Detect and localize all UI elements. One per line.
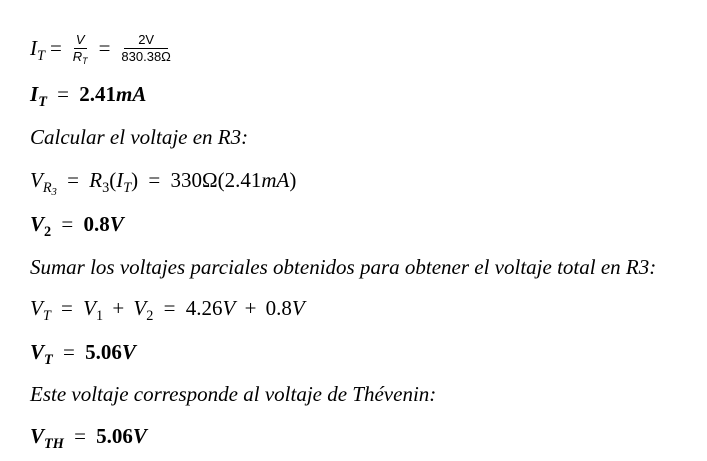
unit: V (291, 296, 305, 320)
equals-sign: = (67, 168, 79, 192)
lhs-variable: $V_{R_3}$ (30, 168, 57, 199)
result-value: 2.41 (79, 82, 116, 106)
instruction-text-r3-voltage: Calcular el voltaje en R3: (30, 125, 249, 149)
current-variable: $I_T$ (116, 168, 132, 196)
v2-variable: $V_2$ (133, 296, 154, 324)
equals-sign: = (98, 35, 111, 60)
v1-variable: $V_1$ (83, 296, 104, 324)
numeric-value: 4.26 (185, 296, 223, 320)
numeric-value: 330Ω(2.41 (170, 168, 262, 192)
fraction-denominator: $R_T$ (72, 48, 88, 66)
equals-sign: = (61, 296, 73, 320)
result-variable: $I_T$ (30, 82, 47, 110)
result-variable: $V_T$ (30, 340, 53, 368)
lhs-variable: $V_T$ (30, 296, 51, 324)
equation-thevenin-voltage-result (30, 424, 147, 452)
unit: V (222, 296, 236, 320)
result-unit: V (109, 212, 124, 236)
result-variable: $V_{TH}$ (30, 424, 64, 452)
equals-sign: = (49, 35, 62, 60)
equation-total-current-result (30, 82, 147, 110)
fraction-numerator: V (75, 31, 85, 47)
result-unit: V (121, 340, 136, 364)
result-unit: V (132, 424, 147, 448)
equation-total-voltage-result (30, 340, 136, 368)
unit: mA (261, 168, 290, 192)
instruction-text-thevenin: Este voltaje corresponde al voltaje de Thévenin: (30, 382, 437, 406)
paren-close: ) (131, 168, 139, 192)
resistor-variable: $R_3$ (89, 168, 110, 196)
equals-sign: = (62, 340, 75, 364)
fraction-v-over-rt (71, 32, 90, 65)
fraction-denominator: 830.38Ω (121, 48, 171, 64)
result-variable: $V_2$ (30, 212, 52, 240)
paren-open: ( (109, 168, 117, 192)
equals-sign: = (74, 424, 86, 448)
equation-v2-result (30, 212, 124, 240)
equals-sign: = (57, 82, 69, 106)
paren-close: ) (289, 168, 297, 192)
plus-sign: + (244, 296, 257, 320)
result-value: 5.06 (85, 340, 122, 364)
equals-sign: = (148, 168, 161, 192)
lhs-variable: $I_T$ (30, 35, 45, 64)
numeric-value: 0.8 (265, 296, 292, 320)
result-unit: mA (116, 82, 147, 106)
equation-total-voltage-formula (30, 296, 305, 324)
equals-sign: = (61, 212, 74, 236)
equation-total-current-formula (30, 28, 177, 68)
equals-sign: = (163, 296, 176, 320)
fraction-values (119, 32, 172, 65)
instruction-text-sum-voltages: Sumar los voltajes parciales obtenidos para obtener el voltaje total en R3: (30, 255, 657, 279)
equation-r3-voltage-formula (30, 168, 297, 199)
plus-sign: + (112, 296, 125, 320)
fraction-numerator: 2V (124, 32, 168, 49)
result-value: 0.8 (83, 212, 110, 236)
result-value: 5.06 (96, 424, 133, 448)
